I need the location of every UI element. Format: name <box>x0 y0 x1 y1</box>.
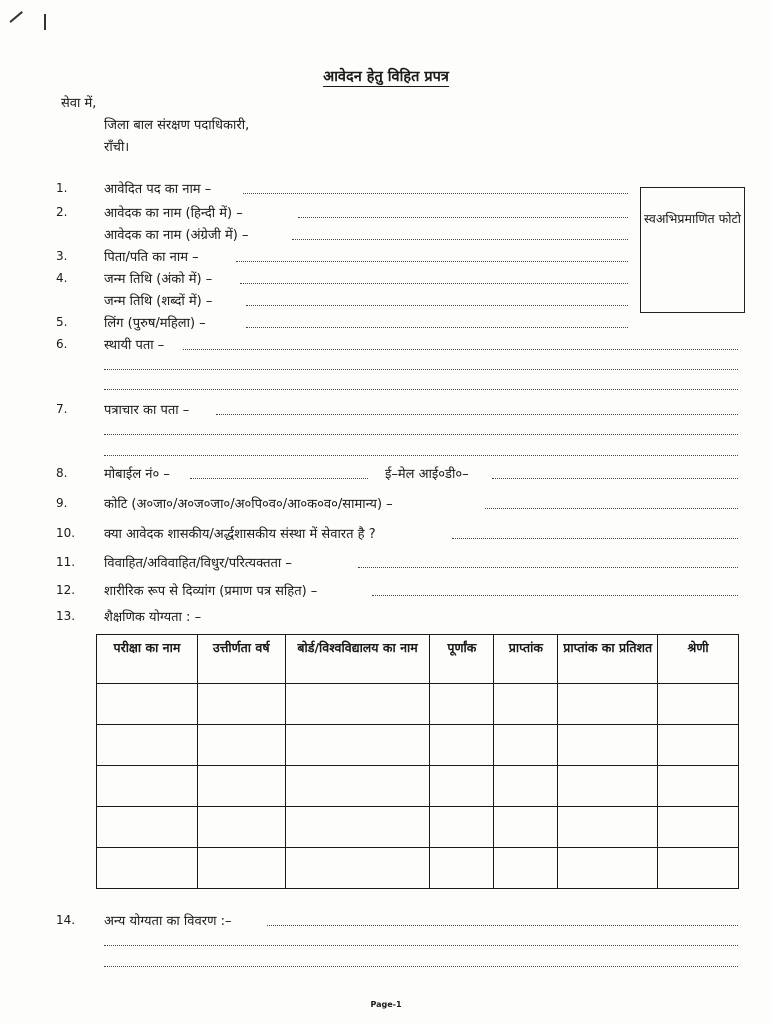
table-cell[interactable] <box>658 684 739 725</box>
other-qualification-label: अन्य योग्यता का विवरण :– <box>104 914 232 929</box>
table-row <box>97 684 739 725</box>
dob-digits-label: जन्म तिथि (अंको में) – <box>104 272 213 287</box>
field-number: 1. <box>56 181 68 195</box>
correspondence-address-line[interactable] <box>104 434 738 435</box>
table-row <box>97 848 739 889</box>
table-cell[interactable] <box>97 807 198 848</box>
table-cell[interactable] <box>97 725 198 766</box>
table-cell[interactable] <box>97 848 198 889</box>
category-label: कोटि (अ०जा०/अ०ज०जा०/अ०पि०व०/आ०क०व०/सामान्य) – <box>104 497 393 512</box>
education-header-row <box>97 635 739 684</box>
field-number: 3. <box>56 249 68 263</box>
table-cell[interactable] <box>494 807 558 848</box>
field-number: 8. <box>56 466 68 480</box>
table-cell[interactable] <box>558 766 658 807</box>
table-cell[interactable] <box>658 807 739 848</box>
field-number: 10. <box>56 526 76 540</box>
field-number: 6. <box>56 337 68 351</box>
address-city: राँची। <box>104 140 130 155</box>
field-number: 5. <box>56 315 68 329</box>
table-cell[interactable] <box>430 848 494 889</box>
column-header: पूर्णांक <box>430 635 494 684</box>
form-title: आवेदन हेतु विहित प्रपत्र <box>323 69 449 85</box>
table-cell[interactable] <box>197 848 285 889</box>
permanent-address-input[interactable] <box>183 349 738 350</box>
mobile-label: मोबाईल नं० – <box>104 467 170 482</box>
correspondence-address-label: पत्राचार का पता – <box>104 403 190 418</box>
table-cell[interactable] <box>197 725 285 766</box>
education-label: शैक्षणिक योग्यता : – <box>104 610 202 625</box>
permanent-address-line[interactable] <box>104 389 738 390</box>
table-cell[interactable] <box>558 684 658 725</box>
table-cell[interactable] <box>97 684 198 725</box>
table-cell[interactable] <box>285 807 430 848</box>
field-number: 14. <box>56 913 76 927</box>
table-cell[interactable] <box>658 766 739 807</box>
other-qualification-line[interactable] <box>104 945 738 946</box>
correspondence-address-input[interactable] <box>216 414 738 415</box>
table-cell[interactable] <box>558 807 658 848</box>
name-hindi-input[interactable] <box>298 217 628 218</box>
table-cell[interactable] <box>430 725 494 766</box>
disability-label: शारीरिक रूप से दिव्यांग (प्रमाण पत्र सहित) – <box>104 584 318 599</box>
table-row <box>97 807 739 848</box>
column-header: प्राप्तांक का प्रतिशत <box>558 635 658 684</box>
table-cell[interactable] <box>197 766 285 807</box>
table-cell[interactable] <box>197 807 285 848</box>
dob-words-input[interactable] <box>246 305 628 306</box>
table-cell[interactable] <box>658 848 739 889</box>
post-name-input[interactable] <box>243 193 628 194</box>
table-cell[interactable] <box>558 725 658 766</box>
table-cell[interactable] <box>285 848 430 889</box>
table-cell[interactable] <box>430 684 494 725</box>
table-row <box>97 766 739 807</box>
education-table <box>96 634 739 889</box>
field-number: 9. <box>56 496 68 510</box>
govt-service-input[interactable] <box>452 538 738 539</box>
permanent-address-line[interactable] <box>104 369 738 370</box>
table-cell[interactable] <box>197 684 285 725</box>
table-cell[interactable] <box>494 848 558 889</box>
column-header: बोर्ड/विश्वविद्यालय का नाम <box>285 635 430 684</box>
dob-words-label: जन्म तिथि (शब्दों में) – <box>104 294 213 309</box>
scan-mark <box>9 11 22 22</box>
email-label: ई–मेल आई०डी०– <box>385 467 469 482</box>
table-cell[interactable] <box>285 725 430 766</box>
table-cell[interactable] <box>494 684 558 725</box>
father-husband-label: पिता/पति का नाम – <box>104 250 199 265</box>
page-number: Page-1 <box>370 1000 402 1009</box>
field-number: 7. <box>56 402 68 416</box>
table-row <box>97 725 739 766</box>
field-number: 13. <box>56 609 76 623</box>
field-number: 12. <box>56 583 76 597</box>
name-english-input[interactable] <box>292 239 628 240</box>
table-cell[interactable] <box>558 848 658 889</box>
gender-input[interactable] <box>246 327 628 328</box>
father-husband-input[interactable] <box>236 261 628 262</box>
category-input[interactable] <box>485 508 738 509</box>
column-header: श्रेणी <box>658 635 739 684</box>
field-number: 4. <box>56 271 68 285</box>
table-cell[interactable] <box>494 725 558 766</box>
address-salutation: सेवा में, <box>61 96 97 111</box>
other-qualification-input[interactable] <box>267 925 738 926</box>
post-name-label: आवेदित पद का नाम – <box>104 182 212 197</box>
table-cell[interactable] <box>97 766 198 807</box>
marital-status-input[interactable] <box>358 567 738 568</box>
permanent-address-label: स्थायी पता – <box>104 338 165 353</box>
gender-label: लिंग (पुरुष/महिला) – <box>104 316 206 331</box>
table-cell[interactable] <box>430 766 494 807</box>
column-header: परीक्षा का नाम <box>97 635 198 684</box>
marital-status-label: विवाहित/अविवाहित/विधुर/परित्यक्तता – <box>104 556 292 571</box>
name-hindi-label: आवेदक का नाम (हिन्दी में) – <box>104 206 243 221</box>
address-officer: जिला बाल संरक्षण पदाधिकारी, <box>104 118 250 133</box>
table-cell[interactable] <box>658 725 739 766</box>
email-input[interactable] <box>492 478 738 479</box>
photo-label: स्वअभिप्रमाणित फोटो <box>644 211 741 226</box>
field-number: 2. <box>56 205 68 219</box>
other-qualification-line[interactable] <box>104 966 738 967</box>
disability-input[interactable] <box>372 595 738 596</box>
mobile-input[interactable] <box>190 478 368 479</box>
name-english-label: आवेदक का नाम (अंग्रेजी में) – <box>104 228 249 243</box>
column-header: उत्तीर्णता वर्ष <box>197 635 285 684</box>
dob-digits-input[interactable] <box>240 283 628 284</box>
table-cell[interactable] <box>285 766 430 807</box>
column-header: प्राप्तांक <box>494 635 558 684</box>
field-number: 11. <box>56 555 76 569</box>
govt-service-label: क्या आवेदक शासकीय/अर्द्धशासकीय संस्था में सेवारत है ? <box>104 527 376 542</box>
correspondence-address-line[interactable] <box>104 455 738 456</box>
photo-box[interactable] <box>640 187 745 313</box>
table-cell[interactable] <box>285 684 430 725</box>
scan-mark <box>44 14 46 30</box>
table-cell[interactable] <box>430 807 494 848</box>
table-cell[interactable] <box>494 766 558 807</box>
